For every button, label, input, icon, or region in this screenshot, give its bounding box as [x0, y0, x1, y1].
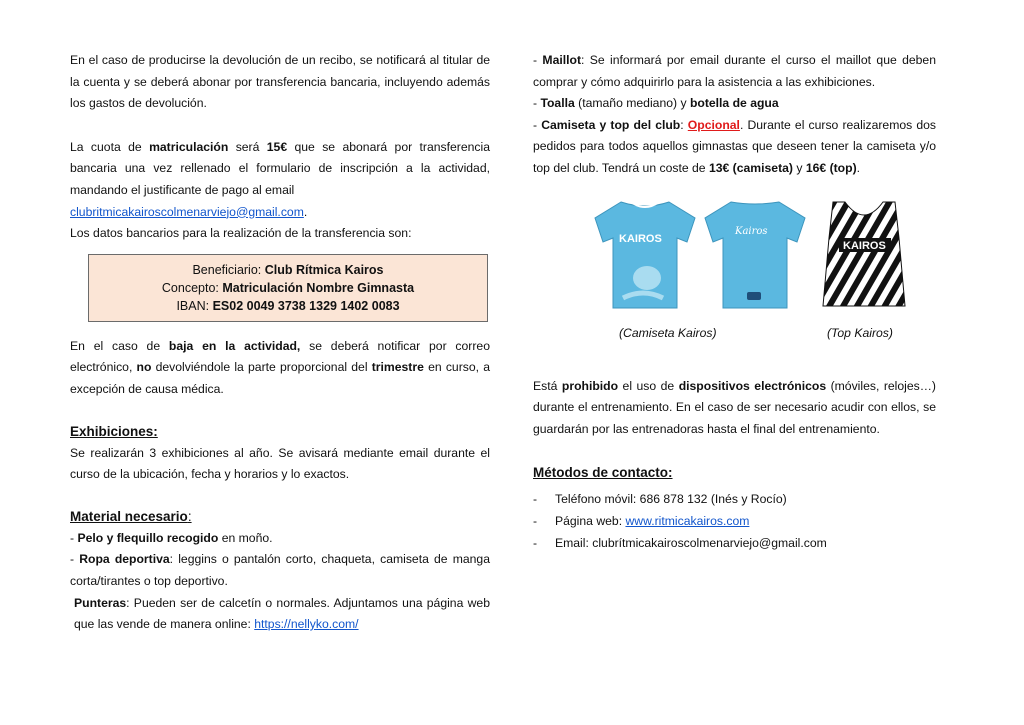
- contact-email: - Email: clubrítmicakairoscolmenarviejo@gmail.com: [533, 536, 827, 551]
- contact-web: - Página web: www.ritmicakairos.com: [533, 514, 750, 529]
- material-hair: - Pelo y flequillo recogido en moño.: [70, 530, 273, 545]
- contact-heading: Métodos de contacto:: [533, 465, 673, 481]
- material-clothing: - Ropa deportiva: leggins o pantalón corto, chaqueta, camiseta de manga corta/tirantes o top deportivo.: [70, 552, 490, 588]
- bank-data-intro: Los datos bancarios para la realización de la transferencia son:: [70, 226, 412, 241]
- club-email-link[interactable]: clubritmicakairoscolmenarviejo@gmail.com: [70, 204, 304, 219]
- shirt-back-logo: Kairos: [735, 225, 768, 237]
- material-heading: Material necesario:: [70, 508, 192, 524]
- contact-phone: - Teléfono móvil: 686 878 132 (Inés y Rocío): [533, 492, 787, 507]
- shirt-back-image: [703, 198, 807, 310]
- electronics-paragraph: Está prohibido el uso de dispositivos electrónicos (móviles, relojes…) durante el entrenamiento. En el caso de ser necesario acudir con ellos, se guardarán por las entrenadoras hasta el final del entrenamiento.: [533, 378, 936, 436]
- contact-list: [533, 488, 936, 554]
- shirt-front-image: [593, 198, 697, 310]
- website-link[interactable]: www.ritmicakairos.com: [625, 514, 750, 529]
- material-club-shirt: - Camiseta y top del club: Opcional. Durante el curso realizaremos dos pedidos para todos aquellos gimnastas que deseen tener la camiseta y/o top del club. Tendrá un coste de 13€ (camiseta) y 16€ (top).: [533, 117, 936, 175]
- bank-concept: Concepto: Matriculación Nombre Gimnasta: [161, 280, 415, 295]
- material-shoes: Punteras: Pueden ser de calcetín o normales. Adjuntamos una página web que las vende de manera online: https://nellyko.com/: [74, 595, 490, 632]
- enrollment-fee-paragraph: La cuota de matriculación será 15€ que se abonará por transferencia bancaria una vez rellenado el formulario de inscripción a la actividad, mandando el justificante de pago al email clubritmicakairoscolmenarviejo@gmail.com.: [70, 139, 491, 219]
- right-column: [533, 50, 936, 554]
- caption-top: (Top Kairos): [827, 325, 893, 340]
- top-logo: KAIROS: [843, 239, 886, 252]
- caption-shirt: (Camiseta Kairos): [619, 325, 717, 340]
- exhibitions-paragraph: Se realizarán 3 exhibiciones al año. Se avisará mediante email durante el curso de la ubicación, fecha y horarios y lo exactos.: [70, 445, 490, 482]
- left-column: [70, 50, 490, 636]
- club-apparel-images: [533, 188, 936, 358]
- bank-details-box: [88, 254, 488, 322]
- exhibitions-heading: Exhibiciones:: [70, 423, 158, 439]
- nellyko-link[interactable]: https://nellyko.com/: [254, 617, 359, 632]
- returned-receipt-paragraph: En el caso de producirse la devolución de un recibo, se notificará al titular de la cuenta y se deberá abonar por transferencia bancaria, incluyendo además los gastos de devolución.: [70, 53, 490, 111]
- cancellation-paragraph: En el caso de baja en la actividad, se deberá notificar por correo electrónico, no devolviéndole la parte proporcional del trimestre en curso, a excepción de causa médica.: [70, 338, 490, 396]
- material-leotard: - Maillot: Se informará por email durante el curso el maillot que deben comprar y cómo adquirirlo para la asistencia a las exhibiciones.: [533, 53, 936, 89]
- optional-label: Opcional: [687, 117, 740, 132]
- top-image: [819, 198, 909, 310]
- bank-iban: IBAN: ES02 0049 3738 1329 1402 0083: [176, 298, 400, 313]
- bank-beneficiary: Beneficiario: Club Rítmica Kairos: [192, 262, 384, 277]
- material-towel: - Toalla (tamaño mediano) y botella de agua: [533, 96, 779, 111]
- shirt-front-logo: KAIROS: [619, 232, 662, 245]
